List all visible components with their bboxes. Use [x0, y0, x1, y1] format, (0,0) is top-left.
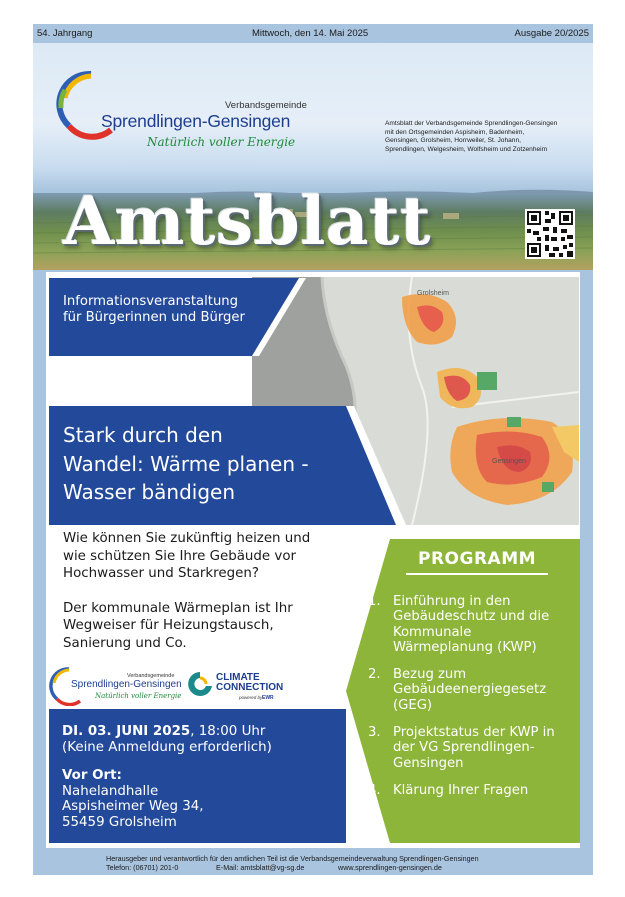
program-item [368, 667, 573, 713]
climate-brand: EWR [262, 694, 274, 701]
logo-name: Sprendlingen-Gensingen [101, 111, 291, 131]
masthead [33, 43, 593, 270]
program-item-line: Gebäudeschutz und die [393, 609, 550, 625]
logo-vg-label: Verbandsgemeinde [225, 100, 307, 111]
intro-text [63, 530, 363, 670]
venue-line: Nahelandhalle [62, 783, 159, 799]
event-date-line [62, 724, 272, 740]
intro-line: wie schützen Sie Ihre Gebäude vor [63, 548, 297, 564]
climate-connection-icon [186, 670, 214, 700]
program-item-line: (GEG) [393, 697, 433, 713]
intro-question [63, 530, 363, 583]
desc-line: Amtsblatt der Verbandsgemeinde Sprendlingen-Gensingen [385, 120, 558, 127]
program-item-line: Bezug zum [393, 667, 467, 683]
amtsblatt-page [33, 24, 593, 875]
intro-line: Sanierung und Co. [63, 635, 187, 651]
qr-code-icon[interactable] [525, 209, 575, 259]
venue-line: Aspisheimer Weg 34, [62, 799, 204, 814]
event-info [62, 724, 272, 830]
program-item-number: 4. [368, 782, 381, 798]
footer-website[interactable]: www.sprendlingen-gensingen.de [338, 863, 442, 872]
footer-publisher: Herausgeber und verantwortlich für den amtlichen Teil ist die Verbandsgemeindeverwaltung Sprendlingen-Gensingen [106, 854, 479, 863]
program-item-number: 3. [368, 725, 381, 741]
desc-line: mit den Ortsgemeinden Aspisheim, Badenheim, [385, 128, 525, 136]
logo-slogan: Natürlich voller Energie [147, 135, 296, 149]
desc-line: Sprendlingen, Welgesheim, Wolfsheim und Zotzenheim [385, 145, 548, 153]
intro-line: Wie können Sie zukünftig heizen und [63, 531, 311, 546]
event-flyer [46, 272, 580, 848]
small-logo-vg: Verbandsgemeinde [127, 673, 175, 679]
vg-logo [55, 68, 305, 163]
small-logo-name: Sprendlingen-Gensingen [71, 679, 182, 690]
headline-line: Wandel: Wärme planen - [63, 451, 309, 476]
desc-line: Gensingen, Grolsheim, Horrweiler, St. Johann, [385, 137, 521, 145]
venue-label: Vor Ort: [62, 768, 122, 783]
footer-email[interactable]: E-Mail: amtsblatt@vg-sg.de [216, 863, 305, 872]
program-item [368, 783, 573, 798]
program-item-line: der VG Sprendlingen- [393, 740, 535, 756]
climate-line2: CONNECTION [216, 682, 284, 693]
header-bar [33, 24, 593, 43]
small-logo-slogan: Natürlich voller Energie [95, 692, 182, 700]
headline [63, 421, 309, 507]
program-item-number: 1. [368, 594, 381, 609]
program-item-line: Gebäudeenergiegesetz [393, 682, 547, 698]
map-label-grolsheim: Grolsheim [417, 290, 449, 297]
program-title: PROGRAMM [418, 549, 537, 569]
partner-logos [49, 664, 339, 714]
volume: 54. Jahrgang [37, 28, 93, 39]
climate-line1: CLIMATE [216, 672, 260, 683]
venue-line: 55459 Grolsheim [62, 814, 177, 830]
program-item-line: Projektstatus der KWP in [393, 725, 555, 741]
program-item-line: Wärmeplanung (KWP) [393, 639, 537, 655]
climate-powered: powered by [239, 695, 263, 700]
program-item-line: Einführung in den [393, 594, 511, 609]
masthead-description [385, 120, 590, 154]
banner-line: für Bürgerinnen und Bürger [63, 309, 245, 325]
issue-date: Mittwoch, den 14. Mai 2025 [252, 28, 369, 39]
event-date: DI. 03. JUNI 2025 [62, 724, 191, 739]
event-note: (Keine Anmeldung erforderlich) [62, 739, 272, 755]
map-label-gensingen: Gensingen [492, 458, 526, 465]
program-item-line: Kommunale [393, 624, 472, 640]
program-item-number: 2. [368, 667, 381, 683]
program-item [368, 594, 573, 655]
program-divider [406, 573, 548, 575]
intro-paragraph [63, 600, 363, 653]
banner-line: Informationsveranstaltung [63, 294, 239, 309]
program-item [368, 725, 573, 771]
footer [33, 850, 593, 875]
headline-line: Stark durch den [63, 423, 223, 447]
intro-line: Der kommunale Wärmeplan ist Ihr [63, 600, 293, 616]
program-item-line: Klärung Ihrer Fragen [393, 782, 529, 798]
intro-line: Hochwasser und Starkregen? [63, 566, 259, 582]
intro-line: Wegweiser für Heizungstausch, [63, 618, 274, 634]
masthead-title: Amtsblatt [63, 182, 432, 260]
banner-top-text [63, 294, 245, 325]
footer-phone: Telefon: (06701) 201-0 [106, 863, 179, 872]
issue-number: Ausgabe 20/2025 [514, 28, 589, 39]
headline-line: Wasser bändigen [63, 480, 236, 504]
event-time: , 18:00 Uhr [190, 724, 266, 739]
program-item-line: Gensingen [393, 755, 464, 771]
program-list [368, 594, 573, 810]
